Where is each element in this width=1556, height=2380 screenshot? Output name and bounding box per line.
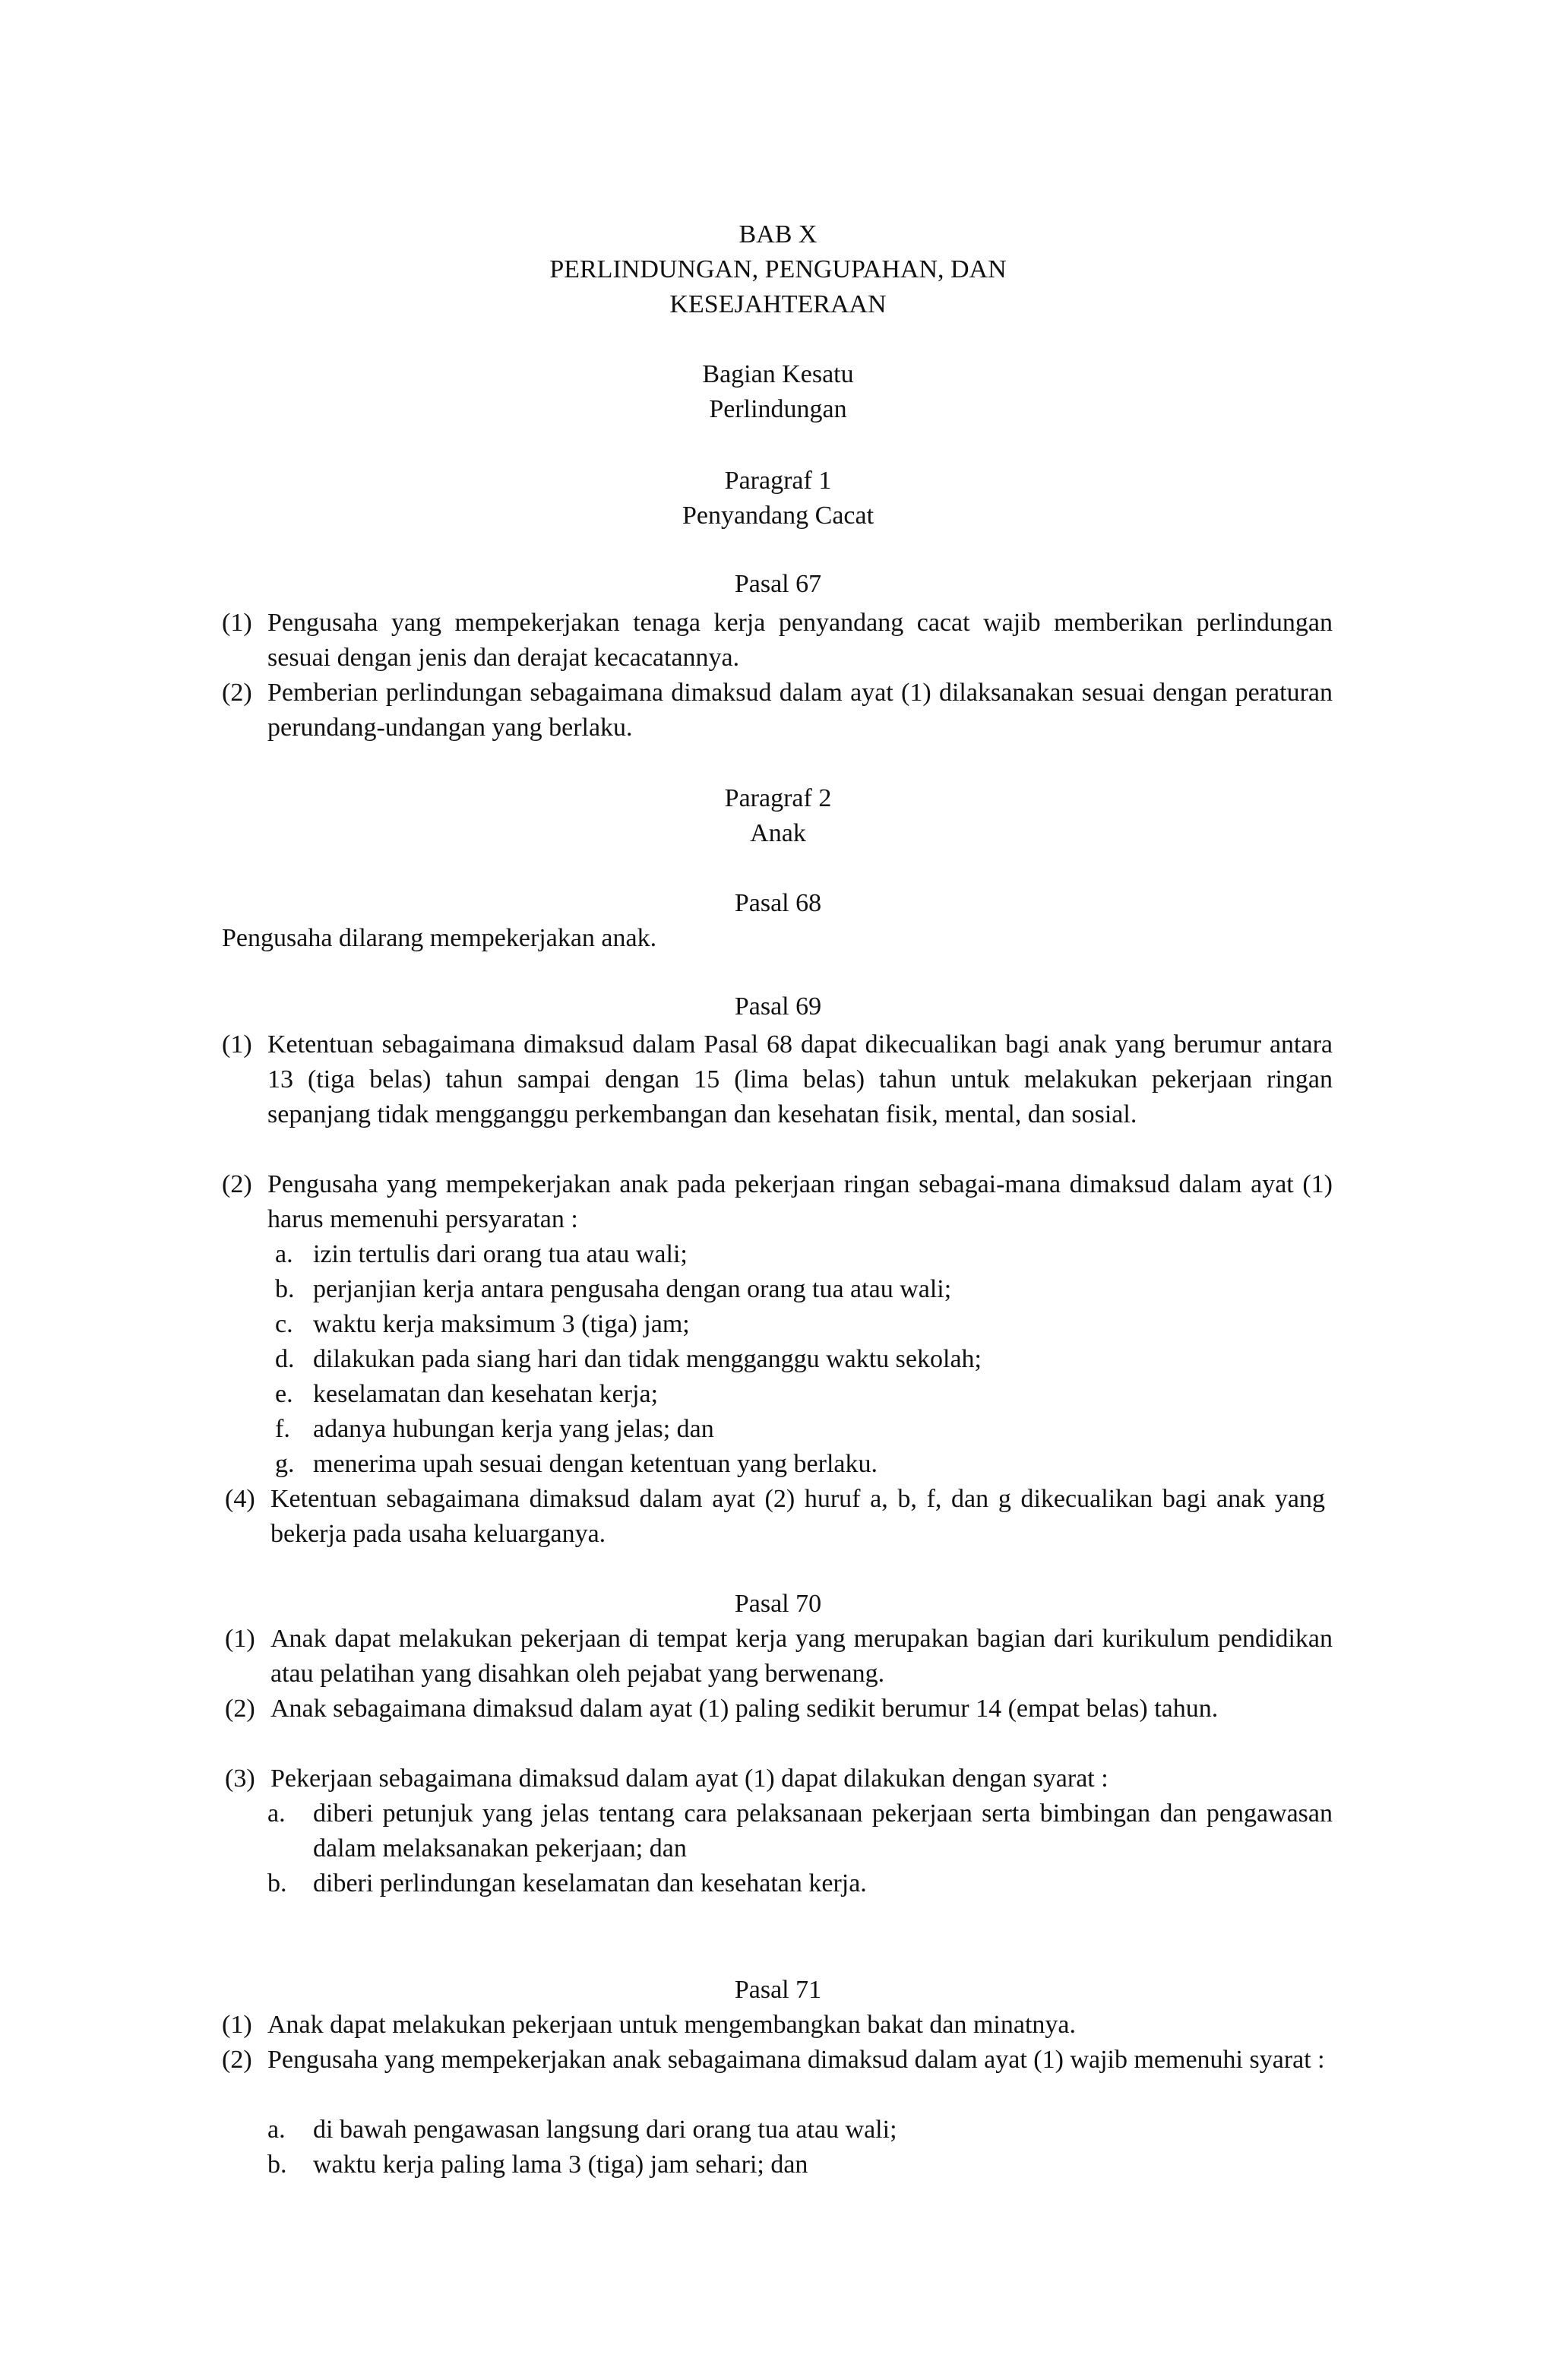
- subitem-text: diberi perlindungan keselamatan dan kesehatan kerja.: [313, 1869, 867, 1897]
- pasal-69-item-1: [222, 1027, 1333, 1132]
- pasal-69-subitem-a: [275, 1237, 1331, 1272]
- section-title: Perlindungan: [709, 395, 847, 423]
- pasal-69-title: [0, 989, 1556, 1024]
- section-heading: [0, 357, 1556, 427]
- item-number: (1): [222, 1030, 252, 1059]
- item-number: (2): [225, 1695, 255, 1723]
- pasal-71-item-1: [222, 2008, 1333, 2043]
- item-number: (3): [225, 1764, 255, 1793]
- subitem-text: perjanjian kerja antara pengusaha dengan orang tua atau wali;: [313, 1275, 952, 1303]
- paragraph-1-number: Paragraf 1: [724, 467, 832, 495]
- pasal-71-item-2: [222, 2043, 1333, 2078]
- item-text: Pekerjaan sebagaimana dimaksud dalam ayat (1) dapat dilakukan dengan syarat :: [270, 1764, 1108, 1793]
- subitem-text: keselamatan dan kesehatan kerja;: [313, 1380, 659, 1408]
- pasal-70-item-3: [225, 1761, 1333, 1796]
- pasal-71-subitem-a: [267, 2113, 1333, 2147]
- item-number: (2): [222, 1170, 252, 1198]
- pasal-69-subitem-b: [275, 1272, 1331, 1307]
- item-number: (1): [225, 1625, 255, 1653]
- item-text: Ketentuan sebagaimana dimaksud dalam Pasal 68 dapat dikecualikan bagi anak yang berumur antara 13 (tiga belas) tahun sampai dengan 15 (lima belas) tahun untuk melakukan pekerjaan ringan sepanjang tidak mengganggu perkembangan dan kesehatan fisik, mental, dan sosial.: [267, 1030, 1333, 1128]
- subitem-text: adanya hubungan kerja yang jelas; dan: [313, 1415, 714, 1443]
- paragraph-2-heading: [0, 781, 1556, 851]
- pasal-71-subitem-b: [267, 2147, 1333, 2182]
- pasal-70-subitem-b: [267, 1866, 1333, 1901]
- item-number: (1): [222, 2011, 252, 2039]
- item-number: (2): [222, 679, 252, 707]
- pasal-69-subitem-g: [275, 1447, 1331, 1482]
- item-text: Pemberian perlindungan sebagaimana dimaksud dalam ayat (1) dilaksanakan sesuai dengan peraturan perundang-undangan yang berlaku.: [267, 679, 1333, 742]
- subitem-text: di bawah pengawasan langsung dari orang tua atau wali;: [313, 2116, 897, 2144]
- item-text: Anak dapat melakukan pekerjaan untuk mengembangkan bakat dan minatnya.: [267, 2011, 1077, 2039]
- item-text: Pengusaha yang mempekerjakan tenaga kerja penyandang cacat wajib memberikan perlindungan sesuai dengan jenis dan derajat kecacatannya.: [267, 609, 1333, 672]
- item-text: Anak sebagaimana dimaksud dalam ayat (1) paling sedikit berumur 14 (empat belas) tahun.: [270, 1695, 1219, 1723]
- chapter-number: BAB X: [738, 220, 818, 248]
- subitem-letter: a.: [267, 1799, 286, 1828]
- subitem-letter: e.: [275, 1380, 293, 1408]
- subitem-text: dilakukan pada siang hari dan tidak mengganggu waktu sekolah;: [313, 1345, 982, 1373]
- paragraph-2-title: Anak: [750, 819, 806, 847]
- subitem-letter: a.: [275, 1240, 293, 1268]
- subitem-letter: a.: [267, 2116, 286, 2144]
- pasal-68-text: Pengusaha dilarang mempekerjakan anak.: [222, 924, 657, 952]
- pasal-70-label: Pasal 70: [734, 1590, 822, 1618]
- pasal-69-subitem-e: [275, 1377, 1331, 1412]
- pasal-71-title: [0, 1973, 1556, 2008]
- item-number: (4): [225, 1485, 255, 1513]
- subitem-letter: g.: [275, 1450, 295, 1478]
- subitem-text: waktu kerja maksimum 3 (tiga) jam;: [313, 1310, 690, 1338]
- pasal-70-item-1: [225, 1622, 1333, 1692]
- pasal-67-label: Pasal 67: [734, 570, 822, 598]
- chapter-title-line-2: KESEJAHTERAAN: [669, 290, 887, 318]
- subitem-text: diberi petunjuk yang jelas tentang cara pelaksanaan pekerjaan serta bimbingan dan pengawasan dalam melaksanakan pekerjaan; dan: [313, 1799, 1333, 1863]
- subitem-letter: b.: [267, 1869, 287, 1897]
- subitem-letter: b.: [267, 2151, 287, 2179]
- pasal-68-title: [0, 886, 1556, 921]
- item-number: (1): [222, 609, 252, 637]
- chapter-heading: [0, 217, 1556, 322]
- subitem-text: menerima upah sesuai dengan ketentuan yang berlaku.: [313, 1450, 878, 1478]
- pasal-70-subitem-a: [267, 1796, 1333, 1866]
- paragraph-2-number: Paragraf 2: [724, 784, 832, 812]
- subitem-letter: c.: [275, 1310, 293, 1338]
- item-text: Anak dapat melakukan pekerjaan di tempat kerja yang merupakan bagian dari kurikulum pendidikan atau pelatihan yang disahkan oleh pejabat yang berwenang.: [270, 1625, 1333, 1688]
- pasal-69-item-2: [222, 1167, 1333, 1237]
- chapter-title-line-1: PERLINDUNGAN, PENGUPAHAN, DAN: [549, 255, 1007, 283]
- subitem-letter: b.: [275, 1275, 295, 1303]
- paragraph-1-heading: [0, 464, 1556, 533]
- subitem-letter: f.: [275, 1415, 290, 1443]
- pasal-71-label: Pasal 71: [734, 1976, 822, 2004]
- pasal-69-label: Pasal 69: [734, 992, 822, 1021]
- pasal-70-title: [0, 1587, 1556, 1622]
- pasal-69-item-4: [225, 1482, 1325, 1552]
- subitem-text: waktu kerja paling lama 3 (tiga) jam sehari; dan: [313, 2151, 808, 2179]
- item-text: Ketentuan sebagaimana dimaksud dalam ayat (2) huruf a, b, f, dan g dikecualikan bagi anak yang bekerja pada usaha keluarganya.: [270, 1485, 1325, 1548]
- section-number: Bagian Kesatu: [702, 360, 854, 388]
- pasal-68-label: Pasal 68: [734, 889, 822, 917]
- pasal-69-subitem-c: [275, 1307, 1331, 1342]
- pasal-70-item-2: [225, 1692, 1333, 1726]
- item-number: (2): [222, 2046, 252, 2074]
- subitem-letter: d.: [275, 1345, 295, 1373]
- pasal-69-subitem-d: [275, 1342, 1331, 1377]
- pasal-67-title: [0, 567, 1556, 602]
- item-text: Pengusaha yang mempekerjakan anak pada pekerjaan ringan sebagai-mana dimaksud dalam ayat (1) harus memenuhi persyaratan :: [267, 1170, 1333, 1233]
- pasal-67-item-2: [222, 676, 1333, 745]
- item-text: Pengusaha yang mempekerjakan anak sebagaimana dimaksud dalam ayat (1) wajib memenuhi syarat :: [267, 2046, 1325, 2074]
- paragraph-1-title: Penyandang Cacat: [682, 502, 874, 530]
- pasal-67-item-1: [222, 606, 1333, 676]
- subitem-text: izin tertulis dari orang tua atau wali;: [313, 1240, 688, 1268]
- pasal-69-subitem-f: [275, 1412, 1331, 1447]
